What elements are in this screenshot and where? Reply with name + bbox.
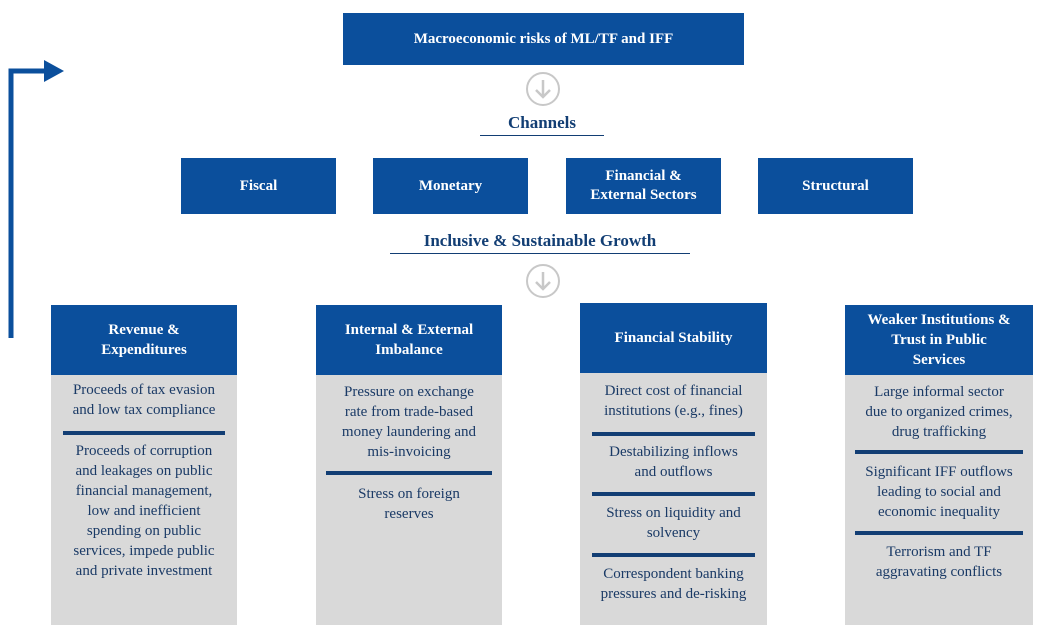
column-item: Stress on liquidity and solvency: [606, 505, 741, 541]
column-weaker-institutions-panel: [845, 305, 1033, 625]
column-title: Financial Stability: [580, 303, 767, 373]
item-divider: [63, 431, 225, 435]
column-item: Destabilizing inflows and outflows: [609, 444, 738, 480]
column-item: Proceeds of corruption and leakages on public financial management, low and inefficient spending on public services, impede public and private investment: [73, 443, 215, 579]
channel-box-financial-external: Financial & External Sectors: [566, 158, 721, 214]
channels-underline: [480, 135, 604, 136]
top-risk-box: [343, 13, 744, 65]
item-divider: [592, 432, 755, 436]
column-financial-stability-panel: [580, 303, 767, 625]
column-item: Direct cost of financial institutions (e.g., fines): [604, 383, 743, 419]
channel-box-fiscal: Fiscal: [181, 158, 336, 214]
feedback-loop-arrow-icon: [0, 0, 80, 345]
channel-box-structural: Structural: [758, 158, 913, 214]
top-risk-title: Macroeconomic risks of ML/TF and IFF: [413, 30, 674, 47]
channels-heading: Channels: [507, 113, 577, 132]
channel-box-monetary: Monetary: [373, 158, 528, 214]
column-title: Internal & External Imbalance: [316, 305, 502, 375]
column-item: Pressure on exchange rate from trade-based money laundering and mis-invoicing: [341, 384, 477, 460]
column-title: Weaker Institutions & Trust in Public Services: [845, 305, 1033, 375]
item-divider: [855, 450, 1023, 454]
column-revenue-expenditures-panel: [51, 305, 237, 625]
column-title: Revenue & Expenditures: [51, 305, 237, 375]
column-item: Stress on foreign reserves: [358, 486, 460, 522]
column-item: Proceeds of tax evasion and low tax compliance: [72, 382, 216, 418]
column-item: Significant IFF outflows leading to social and economic inequality: [865, 464, 1013, 520]
circle-down-arrow-icon: [525, 71, 561, 107]
column-item: Correspondent banking pressures and de-risking: [600, 566, 747, 602]
item-divider: [592, 553, 755, 557]
column-item: Large informal sector due to organized crimes, drug trafficking: [865, 384, 1013, 440]
growth-underline: [390, 253, 690, 254]
column-internal-external-panel: [316, 305, 502, 625]
growth-heading: Inclusive & Sustainable Growth: [423, 231, 657, 250]
column-item: Terrorism and TF aggravating conflicts: [875, 544, 1003, 580]
item-divider: [855, 531, 1023, 535]
item-divider: [326, 471, 492, 475]
item-divider: [592, 492, 755, 496]
circle-down-arrow-icon: [525, 263, 561, 299]
